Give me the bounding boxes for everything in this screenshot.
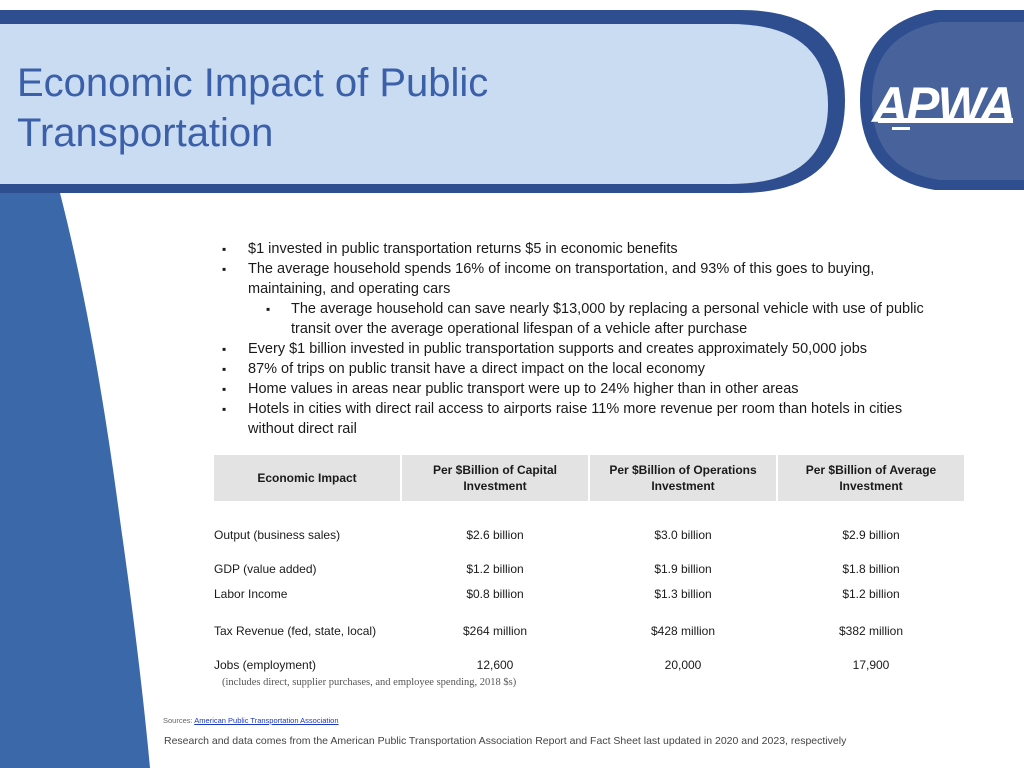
table-cell: GDP (value added) bbox=[214, 562, 317, 576]
table-row bbox=[214, 606, 964, 640]
table-cell: Labor Income bbox=[214, 587, 288, 601]
table-row bbox=[214, 548, 964, 582]
sources-label: Sources: bbox=[163, 716, 193, 725]
table-cell: $264 million bbox=[462, 624, 528, 638]
column-header: Per $Billion of Average Investment bbox=[778, 455, 964, 501]
bullet-item: ▪ $1 invested in public transportation returns $5 in economic benefits bbox=[222, 239, 952, 259]
table-cell: $1.2 billion bbox=[466, 562, 524, 576]
table-row bbox=[214, 582, 964, 606]
table-cell: $382 million bbox=[838, 624, 904, 638]
table-cell: $428 million bbox=[650, 624, 716, 638]
page-title: Economic Impact of Public Transportation bbox=[17, 61, 489, 155]
bullet-list bbox=[222, 239, 952, 439]
column-header: Per $Billion of Operations Investment bbox=[590, 455, 776, 501]
table-cell: 17,900 bbox=[852, 658, 890, 672]
table-cell: $1.3 billion bbox=[654, 587, 712, 601]
table-cell: $1.2 billion bbox=[842, 587, 900, 601]
column-header: Economic Impact bbox=[214, 455, 400, 501]
table-header-row bbox=[214, 455, 964, 501]
table-cell: Output (business sales) bbox=[214, 528, 341, 542]
table-cell: Jobs (employment) bbox=[214, 658, 317, 672]
apwa-logo: APWA bbox=[872, 77, 1014, 133]
bullet-item: ▪ Hotels in cities with direct rail access to airports raise 11% more revenue per room than hotels in cities without direct rail bbox=[222, 399, 952, 439]
bullet-item: ▪ The average household spends 16% of income on transportation, and 93% of this goes to buying, maintaining, and operating cars bbox=[222, 259, 952, 299]
sources-link[interactable]: American Public Transportation Association bbox=[194, 716, 339, 725]
table-cell: 12,600 bbox=[476, 658, 514, 672]
table-cell: Tax Revenue (fed, state, local) bbox=[214, 624, 377, 638]
table-cell: $1.8 billion bbox=[842, 562, 900, 576]
bullet-item: ▪ Every $1 billion invested in public transportation supports and creates approximately 50,000 jobs bbox=[222, 339, 952, 359]
economic-impact-table bbox=[212, 455, 966, 674]
table-cell: $1.9 billion bbox=[654, 562, 712, 576]
footer-text: Research and data comes from the American Public Transportation Association Report and Fact Sheet last updated in 2020 and 2023, respectively bbox=[164, 735, 847, 747]
table-cell: $3.0 billion bbox=[654, 528, 712, 542]
bullet-item: ▪ 87% of trips on public transit have a direct impact on the local economy bbox=[222, 359, 952, 379]
column-header: Per $Billion of Capital Investment bbox=[402, 455, 588, 501]
table-cell: $2.9 billion bbox=[842, 528, 900, 542]
sources-line bbox=[163, 716, 339, 725]
table-cell: $2.6 billion bbox=[466, 528, 524, 542]
table-row bbox=[214, 501, 964, 548]
table-cell: $0.8 billion bbox=[466, 587, 524, 601]
bullet-item: ▪ Home values in areas near public transport were up to 24% higher than in other areas bbox=[222, 379, 952, 399]
table-note: (includes direct, supplier purchases, and employee spending, 2018 $s) bbox=[222, 677, 517, 688]
table-row bbox=[214, 640, 964, 674]
table-cell: 20,000 bbox=[664, 658, 702, 672]
sub-bullet-item: ▪ The average household can save nearly $13,000 by replacing a personal vehicle with use of public transit over the average operational lifespan of a vehicle after purchase bbox=[222, 299, 952, 339]
